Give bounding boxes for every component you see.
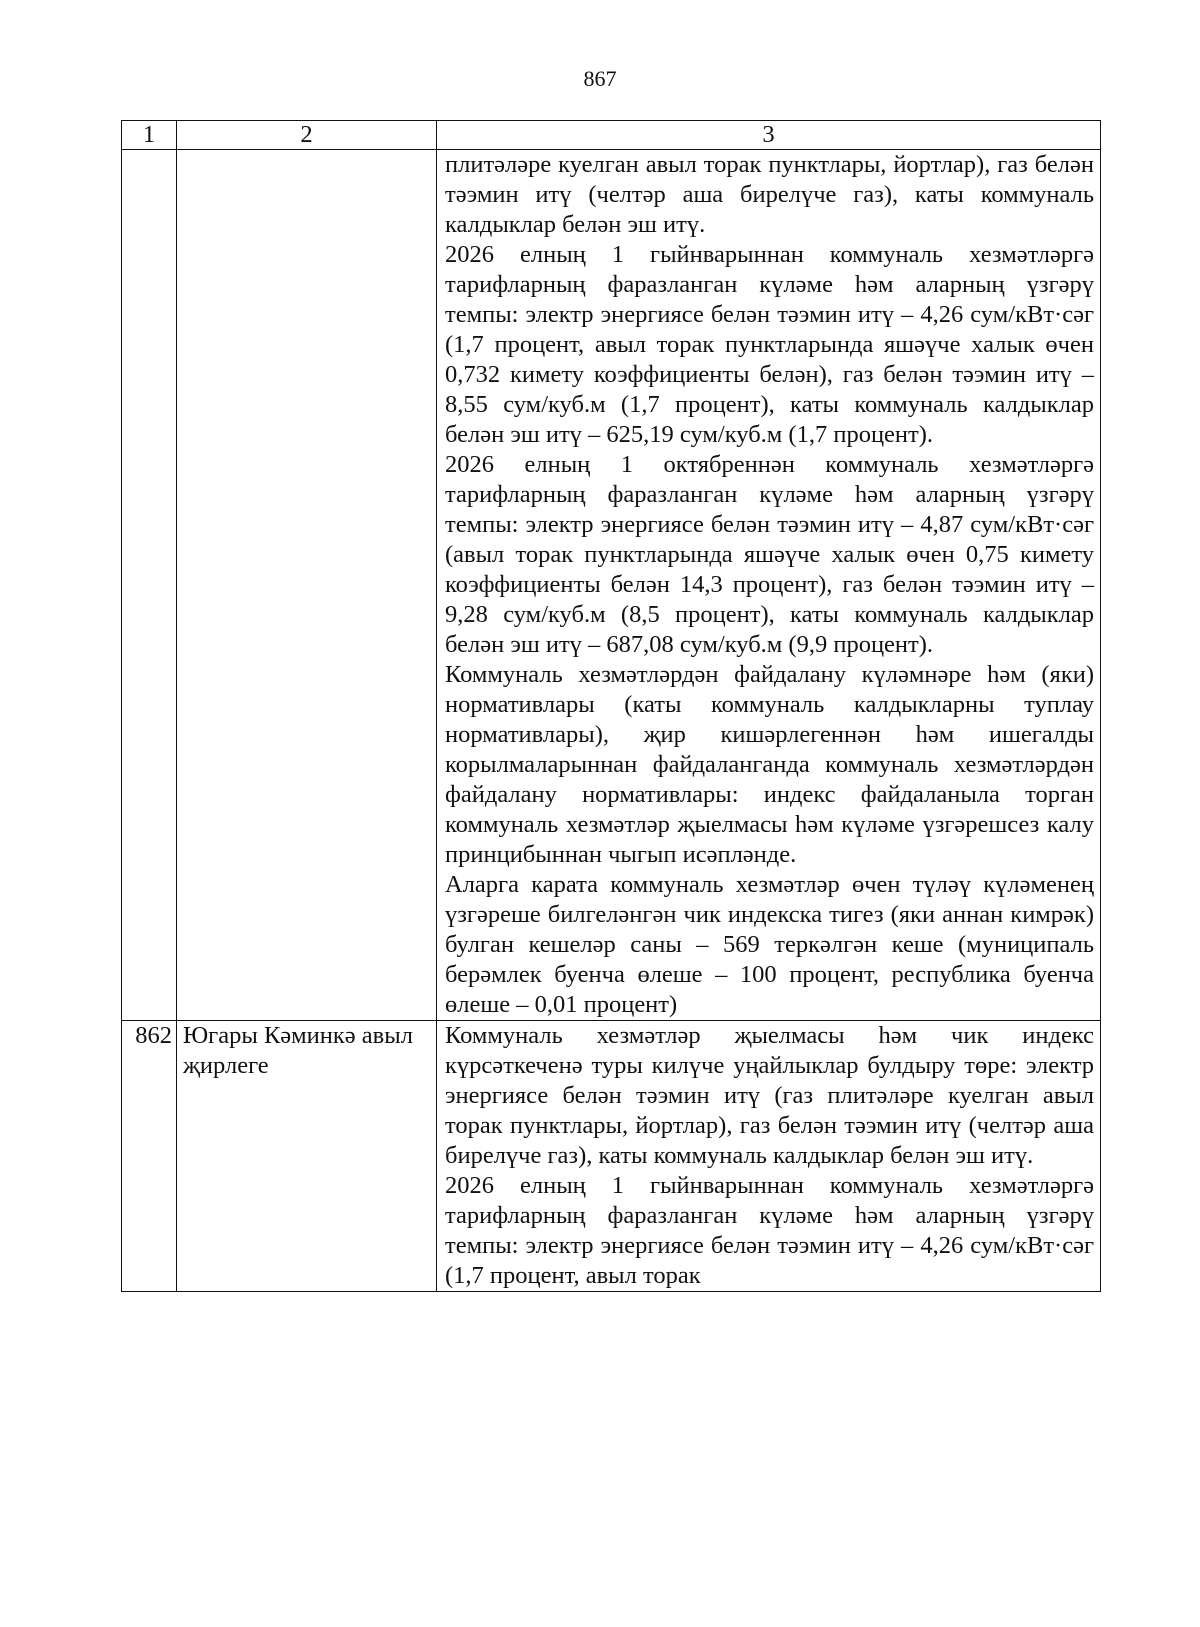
column-header-3: 3 (437, 121, 1101, 150)
column-header-2: 2 (177, 121, 437, 150)
settlement-name (177, 150, 437, 1021)
paragraph: Коммуналь хезмәтләрдән файдалану күләмнәре һәм (яки) нормативлары (каты коммуналь калдыкларны туплау нормативлары), җир кишәрлегеннән һәм ишегалды корылмаларыннан файдаланганда коммуналь хезмәтләрдән файдалану нормативлары: индекс файдаланыла торган коммуналь хезмәтләр җыелмасы һәм күләме үзгәрешсез калу принцибыннан чыгып исәпләнде. (445, 661, 1094, 868)
paragraph: 2026 елның 1 гыйнварыннан коммуналь хезмәтләргә тарифларның фаразланган күләме һәм аларның үзгәрү темпы: электр энергиясе белән тәэмин итү – 4,26 сум/кВт·сәг (1,7 процент, авыл торак пунктларында яшәүче халык өчен 0,732 кимету коэффициенты белән), газ белән тәэмин итү – 8,55 сум/куб.м (1,7 процент), каты коммуналь калдыклар белән эш итү – 625,19 сум/куб.м (1,7 процент). (445, 241, 1094, 448)
paragraph: Коммуналь хезмәтләр җыелмасы һәм чик индекс күрсәткеченә туры килүче уңайлыклар булдыру төре: электр энергиясе белән тәэмин итү (газ плитәләре куелган авыл торак пунктлары, йортлар), газ белән тәэмин итү (челтәр аша бирелүче газ), каты коммуналь калдыклар белән эш итү. (445, 1022, 1094, 1169)
row-number (122, 150, 177, 1021)
row-description (437, 150, 1101, 1021)
paragraph: Аларга карата коммуналь хезмәтләр өчен түләү күләменең үзгәреше билгеләнгән чик индекска тигез (яки аннан кимрәк) булган кешеләр саны – 569 теркәлгән кеше (муниципаль берәмлек буенча өлеше – 100 процент, республика буенча өлеше – 0,01 процент) (445, 871, 1094, 1018)
table-row (122, 150, 1101, 1021)
paragraph: 2026 елның 1 гыйнварыннан коммуналь хезмәтләргә тарифларның фаразланган күләме һәм аларның үзгәрү темпы: электр энергиясе белән тәэмин итү – 4,26 сум/кВт·сәг (1,7 процент, авыл торак (445, 1172, 1094, 1289)
column-header-1: 1 (122, 121, 177, 150)
row-description (437, 1021, 1101, 1292)
paragraph: плитәләре куелган авыл торак пунктлары, йортлар), газ белән тәэмин итү (челтәр аша бирелүче газ), каты коммуналь калдыклар белән эш итү. (445, 151, 1094, 238)
table-row (122, 1021, 1101, 1292)
row-number: 862 (122, 1021, 177, 1292)
paragraph: 2026 елның 1 октябреннән коммуналь хезмәтләргә тарифларның фаразланган күләме һәм аларның үзгәрү темпы: электр энергиясе белән тәэмин итү – 4,87 сум/кВт·сәг (авыл торак пунктларында яшәүче халык өчен 0,75 кимету коэффициенты белән 14,3 процент), газ белән тәэмин итү – 9,28 сум/куб.м (8,5 процент), каты коммуналь калдыклар белән эш итү – 687,08 сум/куб.м (9,9 процент). (445, 451, 1094, 658)
table-header-row (122, 121, 1101, 150)
tariff-table (121, 120, 1101, 1292)
page-number: 867 (583, 66, 617, 91)
settlement-name: Югары Кәминкә авыл җирлеге (177, 1021, 437, 1292)
